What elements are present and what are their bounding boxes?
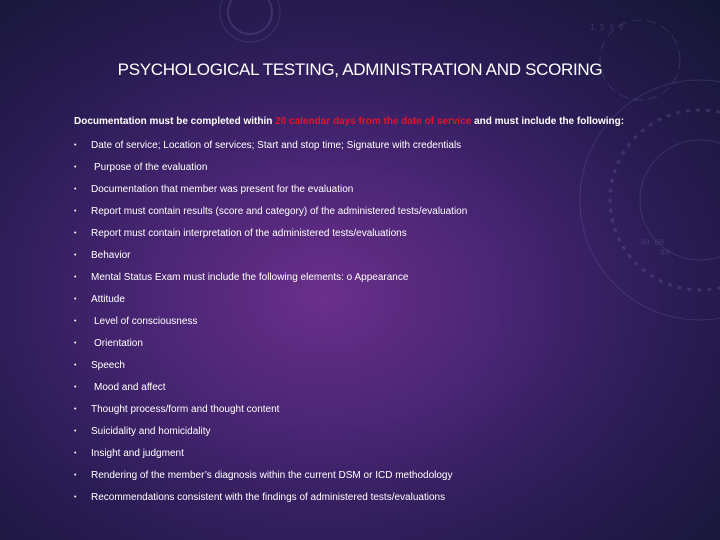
bullet-icon: • bbox=[74, 406, 77, 413]
list-item bbox=[74, 179, 674, 201]
list-item-text: Behavior bbox=[91, 250, 131, 261]
list-item bbox=[74, 421, 674, 443]
list-item bbox=[74, 267, 674, 289]
list-item-text: Thought process/form and thought content bbox=[91, 404, 280, 415]
requirements-list bbox=[74, 135, 674, 509]
intro-after: and must include the following: bbox=[471, 116, 625, 127]
list-item-text: Purpose of the evaluation bbox=[94, 162, 208, 173]
list-item-text: Report must contain interpretation of the administered tests/evaluations bbox=[91, 228, 407, 239]
list-item bbox=[74, 487, 674, 509]
bullet-icon: • bbox=[74, 340, 77, 347]
bullet-icon: • bbox=[74, 252, 77, 259]
list-item-text: Attitude bbox=[91, 294, 125, 305]
bullet-icon: • bbox=[74, 384, 77, 391]
list-item-text: Date of service; Location of services; Start and stop time; Signature with credentials bbox=[91, 140, 462, 151]
list-item-text: Report must contain results (score and category) of the administered tests/evaluation bbox=[91, 206, 468, 217]
page-title: PSYCHOLOGICAL TESTING, ADMINISTRATION AND SCORING bbox=[117, 60, 603, 79]
list-item bbox=[74, 443, 674, 465]
bullet-icon: • bbox=[74, 230, 77, 237]
bullet-icon: • bbox=[74, 164, 77, 171]
list-item bbox=[74, 355, 674, 377]
list-item-text: Orientation bbox=[94, 338, 143, 349]
list-item bbox=[74, 201, 674, 223]
bullet-icon: • bbox=[74, 274, 77, 281]
list-item-text: Mental Status Exam must include the following elements: o Appearance bbox=[91, 272, 409, 283]
list-item-text: Insight and judgment bbox=[91, 448, 184, 459]
intro-before: Documentation must be completed within bbox=[74, 116, 276, 127]
bullet-icon: • bbox=[74, 142, 77, 149]
svg-text:40 60: 40 60 bbox=[640, 238, 665, 247]
intro-highlight: 20 calendar days from the date of service bbox=[275, 116, 472, 127]
svg-text:1 5 0 0: 1 5 0 0 bbox=[590, 23, 624, 32]
list-item-text: Recommendations consistent with the findings of administered tests/evaluations bbox=[91, 492, 446, 503]
list-item-text: Speech bbox=[91, 360, 125, 371]
list-item bbox=[74, 465, 674, 487]
list-item bbox=[74, 245, 674, 267]
list-item-text: Level of consciousness bbox=[94, 316, 198, 327]
bullet-icon: • bbox=[74, 472, 77, 479]
bullet-icon: • bbox=[74, 296, 77, 303]
list-item bbox=[74, 311, 674, 333]
list-item-text: Mood and affect bbox=[94, 382, 166, 393]
intro-text bbox=[74, 116, 694, 127]
list-item bbox=[74, 135, 674, 157]
list-item-text: Suicidality and homicidality bbox=[91, 426, 211, 437]
list-item-text: Rendering of the member’s diagnosis within the current DSM or ICD methodology bbox=[91, 470, 453, 481]
list-item bbox=[74, 333, 674, 355]
bullet-icon: • bbox=[74, 186, 77, 193]
list-item bbox=[74, 289, 674, 311]
list-item bbox=[74, 223, 674, 245]
bullet-icon: • bbox=[74, 428, 77, 435]
list-item bbox=[74, 377, 674, 399]
list-item bbox=[74, 399, 674, 421]
svg-text:80: 80 bbox=[660, 248, 670, 257]
bullet-icon: • bbox=[74, 208, 77, 215]
list-item bbox=[74, 157, 674, 179]
bullet-icon: • bbox=[74, 362, 77, 369]
bullet-icon: • bbox=[74, 318, 77, 325]
bullet-icon: • bbox=[74, 450, 77, 457]
list-item-text: Documentation that member was present for the evaluation bbox=[91, 184, 354, 195]
bullet-icon: • bbox=[74, 494, 77, 501]
